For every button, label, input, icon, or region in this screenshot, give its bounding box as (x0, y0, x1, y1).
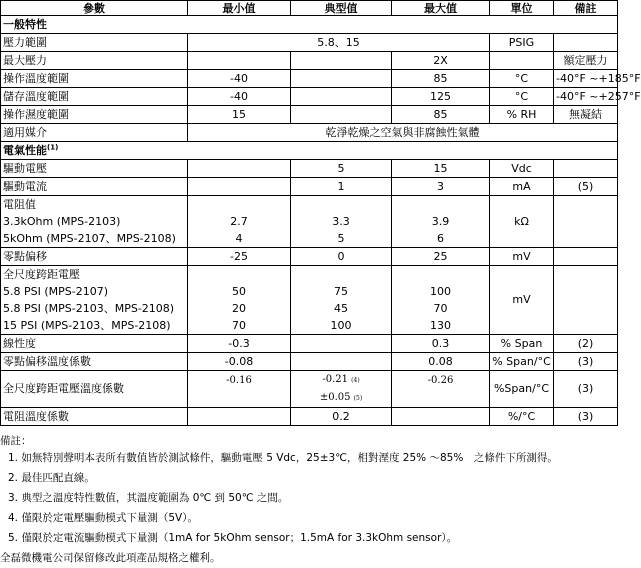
table-row (1, 106, 618, 124)
min-cell: 50 (232, 285, 246, 298)
header-typ: 典型值 (291, 1, 392, 16)
row-label: 儲存溫度範圍 (1, 88, 188, 106)
note-item: 1. 如無特別聲明本表所有數值皆於測試條件，驅動電壓 5 Vdc，25±3℃，相對溼度 25% ～85% 之條件下所測得。 (8, 452, 558, 464)
max-cell: 100 (430, 285, 451, 298)
max-cell: 25 (392, 248, 490, 266)
row-label: 壓力範圍 (1, 34, 188, 52)
table-row (1, 70, 618, 88)
unit-cell: mV (490, 248, 554, 266)
unit-cell: Vdc (490, 160, 554, 178)
row-label: 線性度 (1, 335, 188, 353)
unit-cell: mA (490, 178, 554, 196)
unit-cell: % Span/°C (490, 353, 554, 371)
note-item: 2. 最佳匹配直線。 (8, 472, 95, 484)
row-sublabel: 5.8 PSI (MPS-2107) (3, 285, 108, 298)
table-row (1, 34, 618, 52)
remark-cell: (5) (554, 178, 618, 196)
notes-title: 備註： (0, 435, 32, 447)
remark-cell: (2) (554, 335, 618, 353)
unit-cell: mV (490, 266, 554, 335)
table-row (1, 371, 618, 408)
max-cell: 2X (392, 52, 490, 70)
unit-cell: % RH (490, 106, 554, 124)
unit-cell: %Span/°C (490, 371, 554, 408)
header-max: 最大值 (392, 1, 490, 16)
row-label: 電阻溫度係數 (1, 408, 188, 426)
typ-cell: -0.21 (322, 374, 348, 385)
max-cell: 85 (392, 106, 490, 124)
notes-section (0, 434, 617, 568)
table-row (1, 88, 618, 106)
remark-cell: 額定壓力 (554, 52, 618, 70)
row-label: 全尺度跨距電壓溫度係數 (1, 371, 188, 408)
section-electrical (1, 142, 618, 160)
max-cell: 3.9 (431, 215, 450, 228)
min-cell: 15 (188, 106, 291, 124)
table-row (1, 160, 618, 178)
remark-cell: -40°F ~+257°F (554, 88, 618, 106)
unit-cell: PSIG (490, 34, 554, 52)
typ-cell: 100 (330, 319, 352, 332)
typ-note: (4) (351, 377, 360, 384)
row-sublabel: 3.3kOhm (MPS-2103) (3, 215, 121, 228)
row-label: 驅動電壓 (1, 160, 188, 178)
table-row (1, 52, 618, 70)
table-row (1, 353, 618, 371)
header-row (1, 1, 618, 16)
max-cell: 130 (430, 319, 451, 332)
row-label: 最大壓力 (1, 52, 188, 70)
unit-cell: kΩ (490, 196, 554, 248)
row-label: 全尺度跨距電壓 (3, 268, 80, 281)
typ-cell: ±0.05 (319, 392, 351, 403)
min-cell: 2.7 (230, 215, 248, 228)
row-sublabel: 15 PSI (MPS-2103、MPS-2108) (3, 319, 171, 332)
max-cell: 6 (437, 232, 444, 245)
min-cell: -0.3 (188, 335, 291, 353)
max-cell: 15 (392, 160, 490, 178)
min-cell: -40 (188, 70, 291, 88)
min-cell: -40 (188, 88, 291, 106)
table-row (1, 335, 618, 353)
unit-cell: °C (490, 70, 554, 88)
pressure-range-value: 5.8、15 (188, 34, 490, 52)
typ-cell: 5 (337, 232, 345, 245)
min-cell: -0.16 (188, 371, 291, 408)
min-cell: -25 (188, 248, 291, 266)
typ-cell: 45 (334, 302, 348, 315)
table-row (1, 196, 618, 248)
typ-cell: 75 (334, 285, 348, 298)
header-param: 參數 (1, 1, 188, 16)
table-row (1, 178, 618, 196)
table-row (1, 248, 618, 266)
unit-cell: % Span (490, 335, 554, 353)
media-value: 乾淨乾燥之空氣與非腐蝕性氣體 (188, 124, 618, 142)
header-unit: 單位 (490, 1, 554, 16)
typ-cell: 0.2 (291, 408, 392, 426)
note-item: 3. 典型之溫度特性數值，其溫度範圍為 0℃ 到 50℃ 之間。 (8, 492, 289, 504)
row-label: 操作濕度範圍 (1, 106, 188, 124)
remark-cell: -40°F ~+185°F (554, 70, 618, 88)
note-item: 4. 僅限於定電壓驅動模式下量測（5V）。 (8, 512, 198, 524)
row-label: 零點偏移溫度係數 (1, 353, 188, 371)
note-item: 5. 僅限於定電流驅動模式下量測（1mA for 5kOhm sensor；1.5mA for 3.3kOhm sensor）。 (8, 532, 458, 544)
typ-cell: 3.3 (332, 215, 350, 228)
table-row (1, 408, 618, 426)
section-general (1, 16, 618, 34)
min-cell: 20 (232, 302, 246, 315)
min-cell: 70 (232, 319, 246, 332)
row-sublabel: 5.8 PSI (MPS-2103、MPS-2108) (3, 302, 175, 315)
section-electrical-title: 電氣性能 (3, 143, 47, 157)
unit-cell: °C (490, 88, 554, 106)
row-sublabel: 5kOhm (MPS-2107、MPS-2108) (3, 232, 176, 245)
max-cell: 0.08 (392, 353, 490, 371)
typ-cell: 0 (291, 248, 392, 266)
section-general-title: 一般特性 (1, 16, 618, 34)
remark-cell: (3) (554, 353, 618, 371)
row-label: 電阻值 (3, 198, 36, 211)
table-row (1, 124, 618, 142)
section-electrical-sup: (1) (47, 142, 59, 151)
min-cell: -0.08 (188, 353, 291, 371)
row-label: 適用媒介 (1, 124, 188, 142)
typ-cell: 5 (291, 160, 392, 178)
row-label: 操作溫度範圍 (1, 70, 188, 88)
unit-cell: %/°C (490, 408, 554, 426)
header-min: 最小值 (188, 1, 291, 16)
min-cell: 4 (235, 232, 243, 245)
max-cell: 0.3 (392, 335, 490, 353)
table-row (1, 266, 618, 335)
typ-cell: 1 (291, 178, 392, 196)
remark-cell: (3) (554, 408, 618, 426)
copyright-note: 全磊微機電公司保留修改此項產品規格之權利。 (0, 552, 221, 564)
typ-note: (5) (353, 395, 363, 402)
max-cell: 85 (392, 70, 490, 88)
row-label: 零點偏移 (1, 248, 188, 266)
remark-cell: (3) (554, 371, 618, 408)
row-label: 驅動電流 (1, 178, 188, 196)
max-cell: 125 (392, 88, 490, 106)
max-cell: 70 (433, 302, 448, 315)
remark-cell: 無凝結 (554, 106, 618, 124)
header-remark: 備註 (554, 1, 618, 16)
max-cell: -0.26 (392, 371, 490, 408)
max-cell: 3 (392, 178, 490, 196)
